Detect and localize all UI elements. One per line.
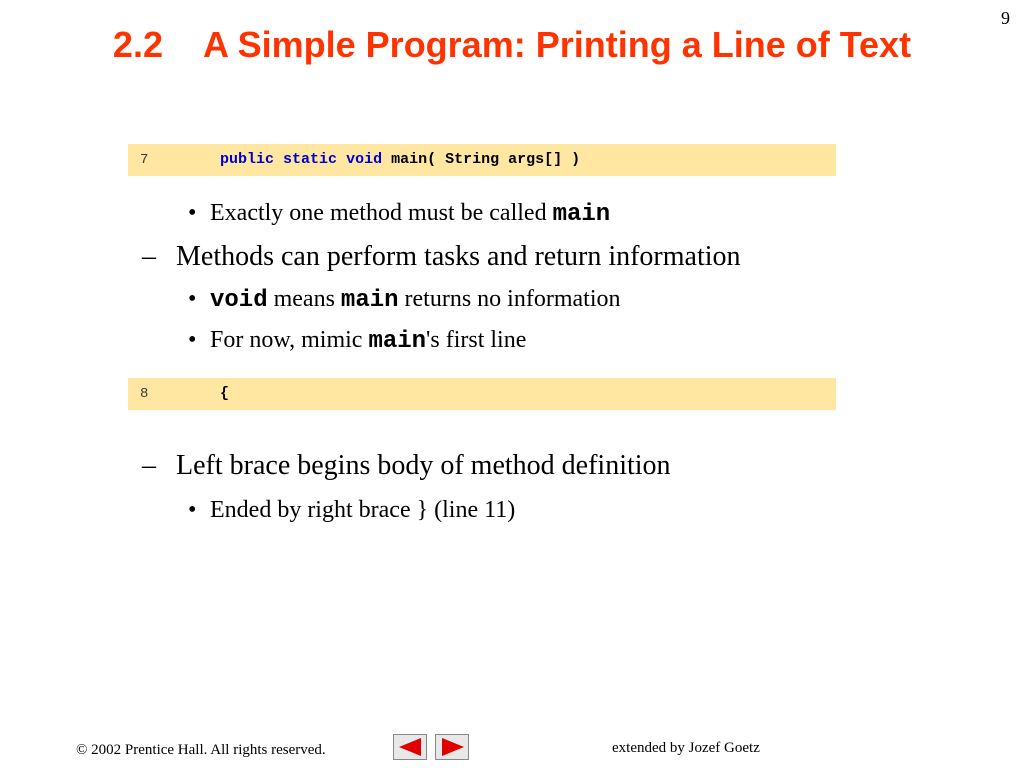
- bullet-marker: •: [188, 200, 197, 226]
- line-number: 7: [140, 152, 149, 168]
- bullet-marker: •: [188, 327, 197, 353]
- code-rest: main( String args[] ): [391, 151, 581, 168]
- page-number: 9: [1001, 8, 1010, 28]
- bullet-text: Left brace begins body of method definition: [176, 450, 671, 481]
- title-text: A Simple Program: Printing a Line of Text: [202, 24, 912, 65]
- bullet-text: 's first line: [426, 327, 527, 353]
- bullet-item: [188, 198, 610, 230]
- bullet-text: For now, mimic: [210, 327, 369, 353]
- copyright-text: 2002 Prentice Hall. All rights reserved.: [87, 742, 326, 758]
- line-number: 8: [140, 386, 149, 402]
- bullet-text: Methods can perform tasks and return information: [176, 241, 741, 272]
- bullet-item: [142, 451, 671, 481]
- footer-credit: extended by Jozef Goetz: [612, 740, 760, 756]
- right-arrow-icon: [442, 738, 464, 756]
- keyword: void: [346, 151, 383, 168]
- bullet-marker: •: [188, 286, 197, 312]
- code-block-line-7: [128, 144, 836, 176]
- bullet-item: [188, 495, 515, 525]
- section-number: 2.2: [112, 24, 163, 65]
- inline-code: main: [340, 287, 399, 314]
- keyword: static: [283, 151, 338, 168]
- inline-code: main: [368, 328, 427, 355]
- keyword: public: [220, 151, 275, 168]
- bullet-text: returns no information: [398, 286, 621, 312]
- bullet-text: means: [267, 286, 341, 312]
- inline-code: void: [210, 287, 268, 314]
- code-block-line-8: [128, 378, 836, 410]
- inline-code: main: [552, 201, 611, 228]
- next-slide-button[interactable]: [435, 734, 469, 760]
- code-text: [220, 144, 580, 176]
- slide-title: [60, 22, 964, 68]
- bullet-item: [188, 284, 620, 316]
- previous-slide-button[interactable]: [393, 734, 427, 760]
- copyright-symbol: ©: [76, 742, 88, 758]
- bullet-item: [142, 242, 741, 272]
- dash-marker: –: [142, 450, 156, 481]
- dash-marker: –: [142, 241, 156, 272]
- left-arrow-icon: [399, 738, 421, 756]
- bullet-text: Exactly one method must be called: [210, 200, 553, 226]
- footer-copyright: [76, 742, 326, 759]
- bullet-item: [188, 325, 526, 357]
- code-text: {: [220, 385, 230, 402]
- bullet-text: Ended by right brace } (line 11): [210, 497, 516, 523]
- bullet-marker: •: [188, 497, 197, 523]
